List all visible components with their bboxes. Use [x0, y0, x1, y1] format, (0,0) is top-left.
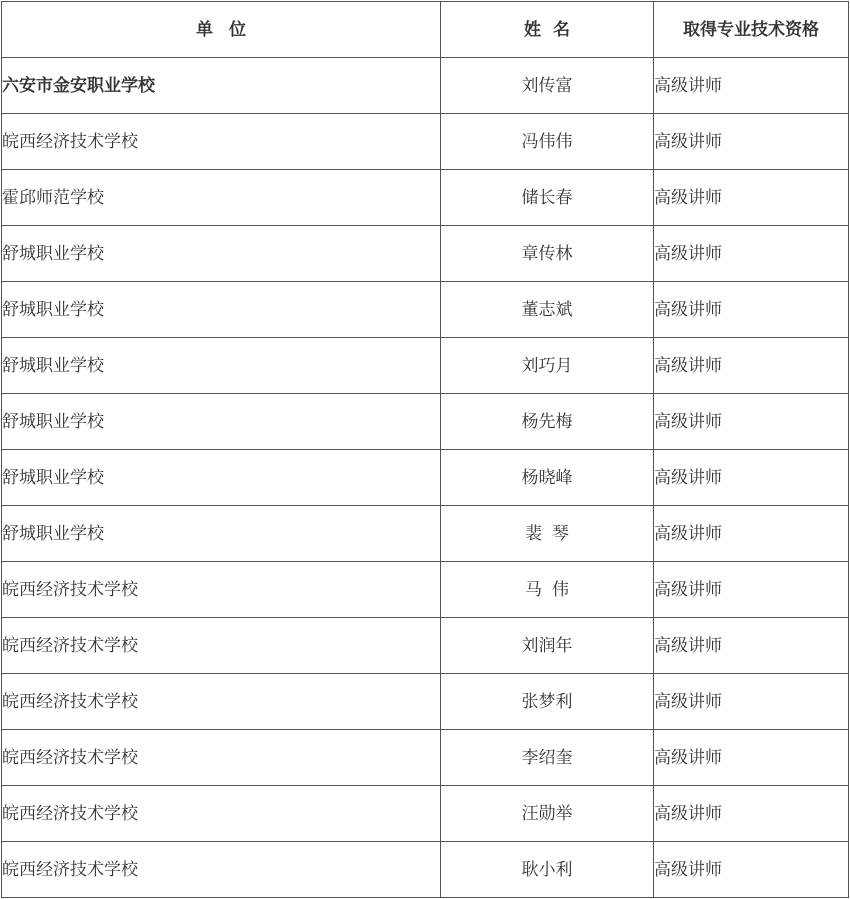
cell-name: 耿小利 — [441, 842, 654, 898]
cell-name: 刘润年 — [441, 618, 654, 674]
header-name: 姓名 — [441, 2, 654, 58]
cell-unit: 皖西经济技术学校 — [2, 674, 441, 730]
cell-qualification: 高级讲师 — [654, 506, 849, 562]
qualification-table — [1, 1, 849, 898]
cell-unit: 舒城职业学校 — [2, 226, 441, 282]
cell-qualification: 高级讲师 — [654, 282, 849, 338]
table-row — [2, 786, 849, 842]
header-qualification: 取得专业技术资格 — [654, 2, 849, 58]
cell-qualification: 高级讲师 — [654, 114, 849, 170]
cell-unit: 舒城职业学校 — [2, 338, 441, 394]
cell-unit: 六安市金安职业学校 — [2, 58, 441, 114]
cell-unit: 舒城职业学校 — [2, 282, 441, 338]
table-row — [2, 338, 849, 394]
cell-name: 章传林 — [441, 226, 654, 282]
table-row — [2, 170, 849, 226]
table-row — [2, 506, 849, 562]
cell-name: 刘传富 — [441, 58, 654, 114]
cell-name: 马伟 — [441, 562, 654, 618]
cell-qualification: 高级讲师 — [654, 842, 849, 898]
cell-name: 杨先梅 — [441, 394, 654, 450]
cell-unit: 皖西经济技术学校 — [2, 618, 441, 674]
cell-unit: 皖西经济技术学校 — [2, 786, 441, 842]
cell-unit: 皖西经济技术学校 — [2, 842, 441, 898]
cell-name: 杨晓峰 — [441, 450, 654, 506]
table-row — [2, 394, 849, 450]
cell-qualification: 高级讲师 — [654, 338, 849, 394]
cell-qualification: 高级讲师 — [654, 730, 849, 786]
table-row — [2, 226, 849, 282]
table-row — [2, 730, 849, 786]
cell-name: 储长春 — [441, 170, 654, 226]
cell-name: 董志斌 — [441, 282, 654, 338]
cell-qualification: 高级讲师 — [654, 618, 849, 674]
cell-qualification: 高级讲师 — [654, 226, 849, 282]
table-row — [2, 618, 849, 674]
cell-unit: 舒城职业学校 — [2, 394, 441, 450]
cell-name: 裴琴 — [441, 506, 654, 562]
table-row — [2, 114, 849, 170]
cell-name: 张梦利 — [441, 674, 654, 730]
cell-qualification: 高级讲师 — [654, 562, 849, 618]
table-row — [2, 842, 849, 898]
cell-unit: 霍邱师范学校 — [2, 170, 441, 226]
cell-qualification: 高级讲师 — [654, 450, 849, 506]
cell-qualification: 高级讲师 — [654, 786, 849, 842]
table-row — [2, 450, 849, 506]
cell-name: 冯伟伟 — [441, 114, 654, 170]
table-row — [2, 58, 849, 114]
table-row — [2, 674, 849, 730]
header-unit: 单位 — [2, 2, 441, 58]
cell-qualification: 高级讲师 — [654, 674, 849, 730]
cell-name: 刘巧月 — [441, 338, 654, 394]
cell-unit: 皖西经济技术学校 — [2, 114, 441, 170]
cell-qualification: 高级讲师 — [654, 394, 849, 450]
cell-qualification: 高级讲师 — [654, 170, 849, 226]
cell-unit: 舒城职业学校 — [2, 506, 441, 562]
table-row — [2, 562, 849, 618]
table-header-row — [2, 2, 849, 58]
cell-unit: 皖西经济技术学校 — [2, 730, 441, 786]
cell-qualification: 高级讲师 — [654, 58, 849, 114]
cell-unit: 舒城职业学校 — [2, 450, 441, 506]
table-row — [2, 282, 849, 338]
cell-unit: 皖西经济技术学校 — [2, 562, 441, 618]
cell-name: 李绍奎 — [441, 730, 654, 786]
cell-name: 汪勋举 — [441, 786, 654, 842]
